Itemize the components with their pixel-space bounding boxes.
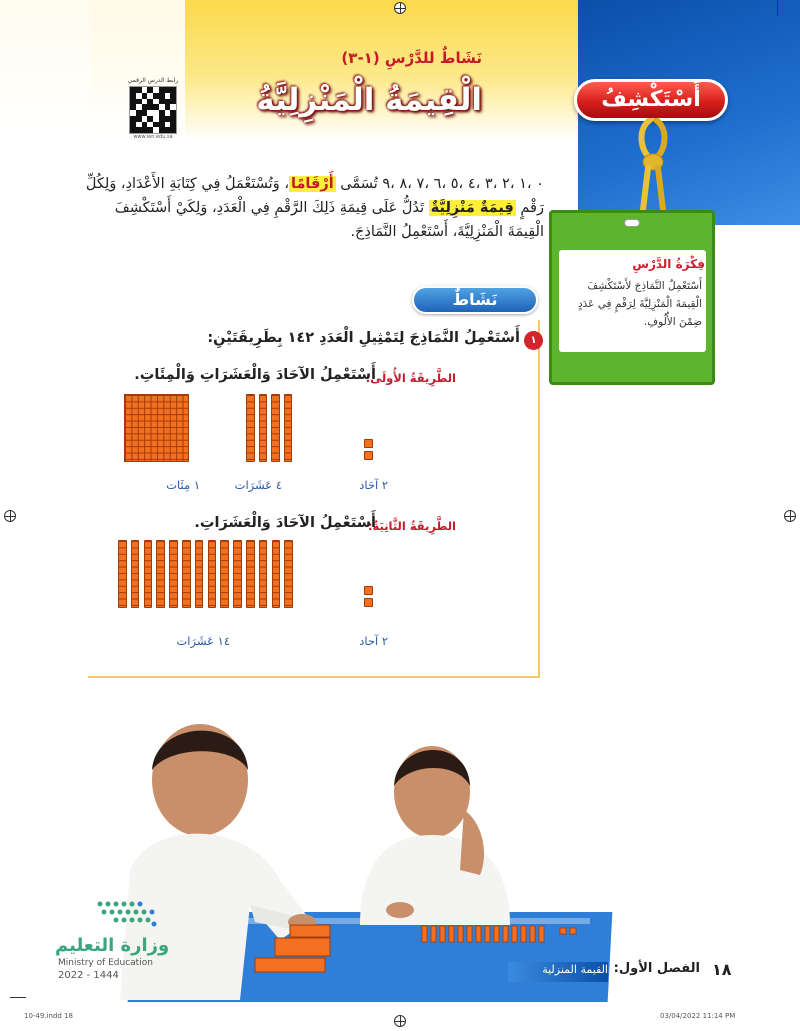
tens-rod	[259, 394, 268, 462]
method-1-text: أَسْتَعْمِلُ الآحَادَ وَالْعَشَرَاتِ وَالْمِئَاتِ.	[134, 367, 376, 383]
page-number: ١٨	[712, 960, 732, 979]
tens-rod	[220, 540, 229, 608]
question-number-badge: ١	[524, 331, 543, 350]
method-2-text: أَسْتَعْمِلُ الآحَادَ وَالْعَشَرَاتِ.	[194, 515, 376, 531]
tens-rods-group	[246, 394, 296, 462]
lesson-subtitle: نَشَاطٌ للدَّرْسِ (١-٣)	[341, 49, 482, 67]
method-2-label: الطَّرِيقَةُ الثَّانِيَةُ:	[367, 519, 456, 533]
lesson-title: الْقِيمَةُ الْمَنْزِلِيَّةُ	[256, 82, 482, 118]
method-1-label: الطَّرِيقَةُ الأُولَى:	[365, 371, 456, 385]
print-slug-file: 10-49.indd 18	[24, 1012, 73, 1020]
tens-rod	[208, 540, 217, 608]
activity-badge: نَشَاطٌ	[412, 286, 538, 314]
print-slug-date: 03/04/2022 11:14 PM	[660, 1012, 736, 1020]
tens-rod	[284, 540, 293, 608]
tens-rod	[118, 540, 127, 608]
registration-mark-icon	[394, 2, 406, 14]
tens-rod	[272, 540, 281, 608]
footer-section-title: القيمة المنزلية	[542, 963, 608, 976]
intro-part-3: تَدُلُّ عَلَى قِيمَةِ ذَلِكَ الرَّقْمِ فِي الْعَدَدِ، وَلِكَيْ أَسْتَكْشِفَ الْقِيمَةَ الْمَنْزِلِيَّةَ، أَسْتَعْمِلُ النَّمَاذِجَ.	[114, 200, 544, 240]
ones-label-2: ٢ آحاد	[359, 634, 388, 648]
ministry-logo-icon	[96, 898, 158, 932]
card-hole	[624, 219, 640, 227]
registration-mark-icon	[784, 510, 796, 522]
hundreds-label-1: ١ مِئَات	[166, 478, 200, 492]
tens-rod	[156, 540, 165, 608]
tens-rod	[233, 540, 242, 608]
ministry-year: 2022 - 1444	[58, 970, 119, 981]
tens-rod	[271, 394, 280, 462]
ones-unit	[364, 598, 373, 607]
intro-paragraph	[84, 172, 544, 244]
explore-button[interactable]: أَسْتَكْشِفُ	[574, 79, 728, 121]
intro-part-2: ، وَتُسْتَعْمَلُ فِي كِتَابَةِ الأَعْدَادِ، وَلِكُلِّ رَقْمٍ	[85, 176, 544, 216]
tens-rod	[259, 540, 268, 608]
tens-rod	[246, 394, 255, 462]
tens-rod	[246, 540, 255, 608]
qr-caption: رابط الدرس الرقمي	[127, 77, 179, 84]
ministry-name-en: Ministry of Education	[58, 958, 153, 968]
ones-unit	[364, 439, 373, 448]
registration-mark-icon	[4, 510, 16, 522]
crop-mark	[10, 997, 26, 998]
tens-rod	[169, 540, 178, 608]
ones-units-group-2	[364, 586, 376, 610]
term-digits: أَرْقَامًا	[291, 176, 334, 192]
lesson-idea-text: أَسْتَعْمِلُ النَّمَاذِجَ لأَسْتَكْشِفَ الْقِيمَةَ الْمَنْزِلِيَّةَ لِرَقْمٍ فِي عَدَدٍ ضِمْنَ الأُلُوفِ.	[577, 280, 702, 328]
term-place-value: قِيمَةٌ مَنْزِلِيَّةٌ	[430, 200, 514, 216]
tens-label-1: ٤ عَشَرَات	[234, 478, 282, 492]
ones-units-group	[364, 439, 376, 463]
crop-mark	[777, 0, 778, 16]
question-text: أَسْتَعْمِلُ النَّمَاذِجَ لِتَمْثِيلِ الْعَدَدِ ١٤٢ بِطَرِيقَتَيْنِ:	[207, 330, 520, 346]
qr-block[interactable]	[122, 77, 184, 152]
tens-label-2: ١٤ عَشَرَات	[176, 634, 230, 648]
tens-rod	[195, 540, 204, 608]
ones-unit	[364, 451, 373, 460]
qr-url: www.ien.edu.sa	[133, 134, 173, 140]
ones-label-1: ٢ آحَاد	[359, 478, 388, 492]
ones-unit	[364, 586, 373, 595]
ministry-name-ar: وزارة التعليم	[55, 935, 170, 956]
tens-rods-group-2	[118, 540, 298, 608]
tens-rod	[131, 540, 140, 608]
tens-rod	[284, 394, 293, 462]
tens-rod	[182, 540, 191, 608]
footer-chapter: الفصل الأول:	[613, 961, 700, 976]
intro-part-1: ٠ ،١ ،٢ ،٣ ،٤ ،٥ ،٦ ،٧ ،٨ ،٩ تُسَمَّى	[340, 176, 544, 192]
tens-rod	[144, 540, 153, 608]
registration-mark-icon	[394, 1015, 406, 1027]
lesson-idea-title: فِكْرَةُ الدَّرْسِ	[632, 257, 705, 271]
qr-code-icon[interactable]	[129, 86, 177, 134]
hundreds-flat	[124, 394, 189, 462]
